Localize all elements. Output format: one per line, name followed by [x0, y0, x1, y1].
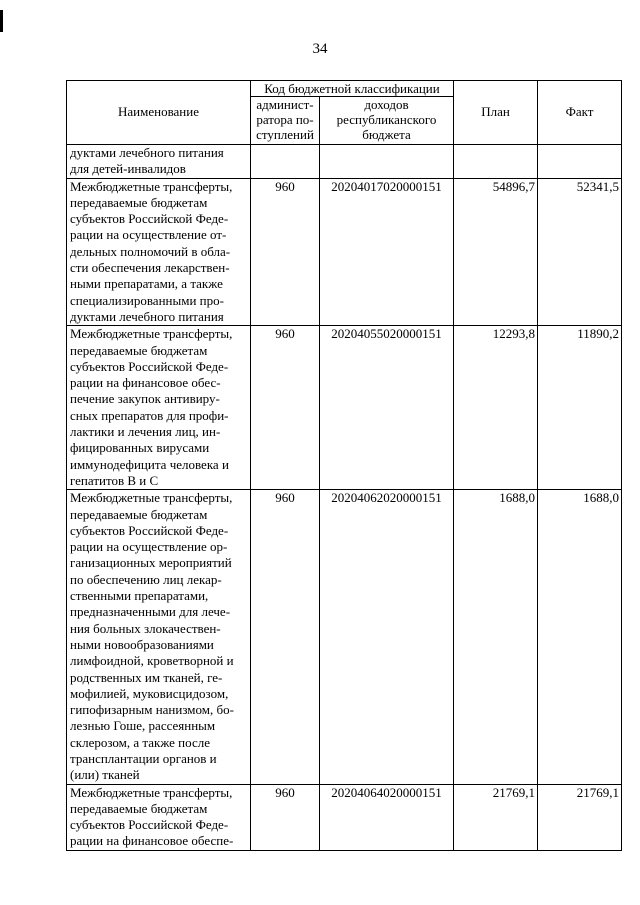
row-name-line: субъектов Российской Феде-: [70, 211, 229, 227]
row-name-line: родственных им тканей, ге-: [70, 669, 223, 685]
row-name-line: субъектов Российской Феде-: [70, 358, 229, 374]
table-row: [67, 178, 622, 326]
row-name-line: по обеспечению лиц лекар-: [70, 571, 222, 587]
row-name-cell: [67, 784, 251, 850]
row-name-line: ния больных злокачествен-: [70, 620, 221, 636]
row-plan: 1688,0: [454, 490, 538, 784]
row-name-line: субъектов Российской Феде-: [70, 522, 229, 538]
table-row: [67, 784, 622, 850]
row-name-line: Межбюджетные трансферты,: [70, 490, 233, 506]
page-number: 34: [312, 41, 328, 57]
header-income: [320, 97, 454, 145]
row-name-line: передаваемые бюджетам: [70, 194, 208, 210]
row-name-line: (или) тканей: [70, 767, 140, 783]
row-name-line: рации на осуществление от-: [70, 227, 227, 243]
row-admin-code: 960: [251, 178, 320, 326]
row-plan: 54896,7: [454, 178, 538, 326]
row-name-line: рации на финансовое обеспе-: [70, 833, 234, 849]
row-income-code: [320, 145, 454, 179]
table-row: [67, 490, 622, 784]
table-row: [67, 145, 622, 179]
table-body: [67, 145, 622, 851]
header-admin-line: ступлений: [256, 127, 314, 142]
row-fact: 11890,2: [538, 326, 622, 490]
row-plan: [454, 145, 538, 179]
row-name-line: рации на финансовое обес-: [70, 375, 221, 391]
budget-table: [66, 80, 622, 851]
row-name-line: ганизационных мероприятий: [70, 555, 232, 571]
row-name-line: дуктами лечебного питания: [70, 145, 224, 160]
row-plan: 21769,1: [454, 784, 538, 850]
row-plan: 12293,8: [454, 326, 538, 490]
header-admin: [251, 97, 320, 145]
row-name-line: предназначенными для лече-: [70, 604, 231, 620]
row-name-line: Межбюджетные трансферты,: [70, 326, 233, 342]
header-plan: План: [454, 81, 538, 145]
row-name-cell: [67, 145, 251, 179]
row-admin-code: 960: [251, 784, 320, 850]
row-name-line: лимфоидной, кроветворной и: [70, 653, 234, 669]
header-fact: Факт: [538, 81, 622, 145]
row-income-code: 20204062020000151: [320, 490, 454, 784]
row-name-line: лактики и лечения лиц, ин-: [70, 424, 221, 440]
header-income-line: республиканского: [336, 112, 437, 127]
row-name-line: передаваемые бюджетам: [70, 800, 208, 816]
row-income-code: 20204064020000151: [320, 784, 454, 850]
row-name-cell: [67, 178, 251, 326]
row-name-cell: [67, 490, 251, 784]
row-name-line: мофилией, муковисцидозом,: [70, 685, 229, 701]
row-name-line: передаваемые бюджетам: [70, 342, 208, 358]
row-name-cell: [67, 326, 251, 490]
row-income-code: 20204055020000151: [320, 326, 454, 490]
row-name-line: ными новообразованиями: [70, 636, 214, 652]
header-code-group: Код бюджетной классификации: [251, 81, 454, 97]
row-name-line: дельных полномочий в обла-: [70, 243, 231, 259]
row-fact: 52341,5: [538, 178, 622, 326]
header-admin-line: админист-: [256, 97, 314, 112]
row-name-line: фицированных вирусами: [70, 440, 210, 456]
row-name-line: иммунодефицита человека и: [70, 456, 229, 472]
row-name-line: сных препаратов для профи-: [70, 407, 229, 423]
row-name-line: рации на осуществление ор-: [70, 539, 228, 555]
table-row: [67, 326, 622, 490]
scan-edge-mark: [0, 10, 3, 32]
row-name-line: Межбюджетные трансферты,: [70, 178, 233, 194]
row-name-line: ными препаратами, а также: [70, 276, 223, 292]
row-name-line: ственными препаратами,: [70, 588, 209, 604]
row-name-line: печение закупок антивиру-: [70, 391, 220, 407]
row-admin-code: 960: [251, 490, 320, 784]
row-name-line: специализированными про-: [70, 292, 224, 308]
row-name-line: субъектов Российской Феде-: [70, 817, 229, 833]
row-admin-code: [251, 145, 320, 179]
row-name-line: дуктами лечебного питания: [70, 308, 224, 324]
row-name-line: гепатитов В и С: [70, 472, 159, 488]
row-name-line: Межбюджетные трансферты,: [70, 784, 233, 800]
header-name: Наименование: [67, 81, 251, 145]
row-name-line: для детей-инвалидов: [70, 161, 186, 177]
row-fact: 21769,1: [538, 784, 622, 850]
row-name-line: склерозом, а также после: [70, 734, 210, 750]
row-fact: [538, 145, 622, 179]
row-name-line: сти обеспечения лекарствен-: [70, 260, 230, 276]
row-name-line: гипофизарным нанизмом, бо-: [70, 702, 234, 718]
row-fact: 1688,0: [538, 490, 622, 784]
row-name-line: передаваемые бюджетам: [70, 506, 208, 522]
row-income-code: 20204017020000151: [320, 178, 454, 326]
header-admin-line: ратора по-: [256, 112, 314, 127]
table-header: [67, 81, 622, 145]
row-name-line: трансплантации органов и: [70, 750, 217, 766]
header-income-line: доходов: [364, 97, 409, 112]
header-income-line: бюджета: [362, 127, 411, 142]
row-admin-code: 960: [251, 326, 320, 490]
row-name-line: лезнью Гоше, рассеянным: [70, 718, 216, 734]
